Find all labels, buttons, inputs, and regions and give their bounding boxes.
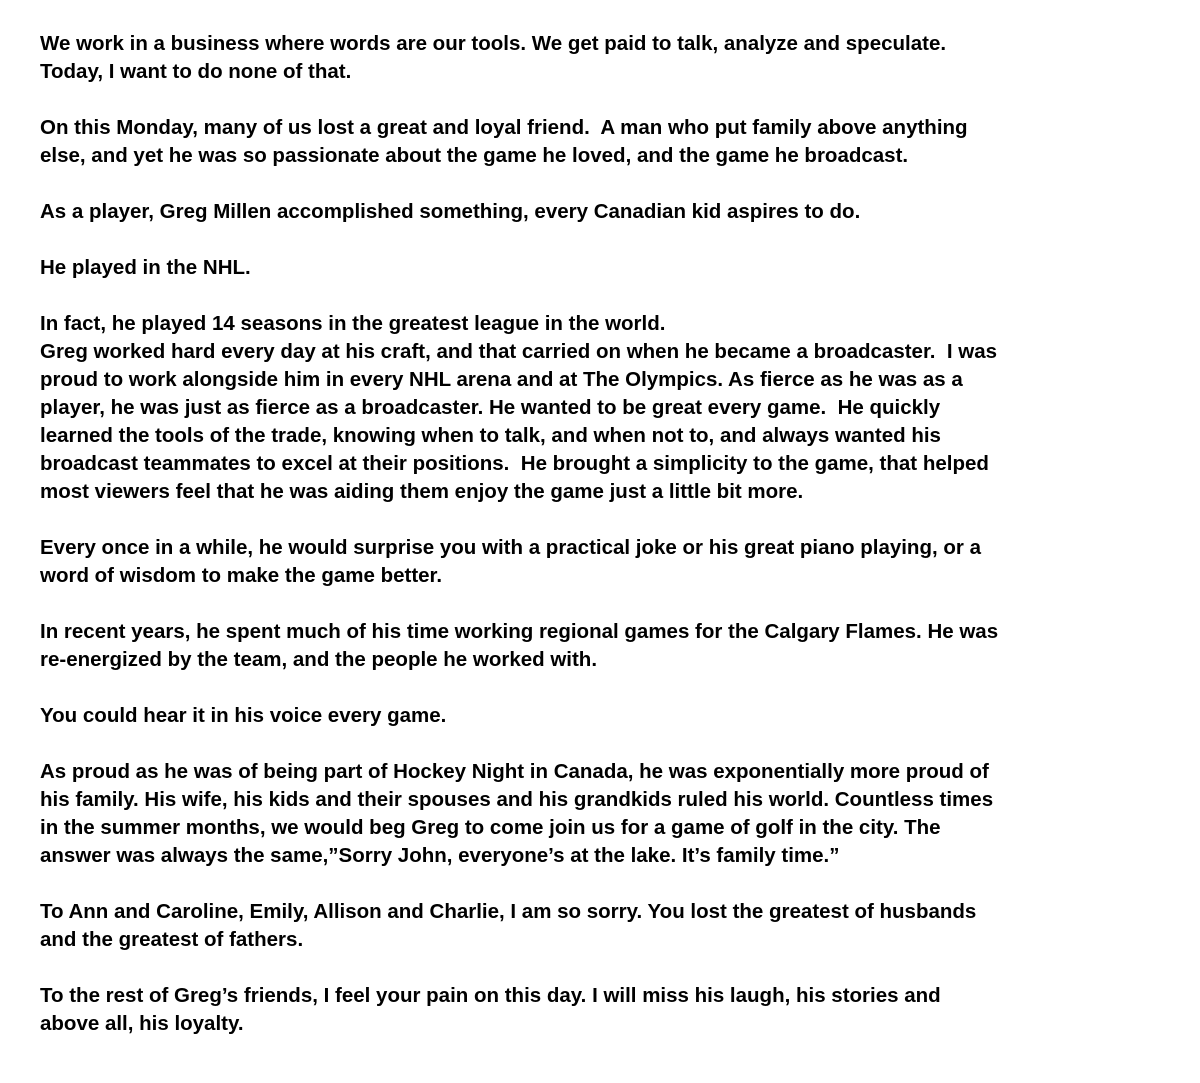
text-line: answer was always the same,”Sorry John, everyone’s at the lake. It’s family time.” bbox=[40, 844, 840, 867]
paragraph-voice bbox=[40, 702, 446, 730]
text-line: else, and yet he was so passionate about the game he loved, and the game he broadcast. bbox=[40, 144, 909, 167]
text-line: As proud as he was of being part of Hockey Night in Canada, he was exponentially more proud of bbox=[40, 760, 989, 783]
text-line: proud to work alongside him in every NHL arena and at The Olympics. As fierce as he was as a bbox=[40, 368, 963, 391]
text-line: We work in a business where words are our tools. We get paid to talk, analyze and speculate. bbox=[40, 32, 947, 55]
text-line: You could hear it in his voice every game. bbox=[40, 704, 447, 727]
text-line: and the greatest of fathers. bbox=[40, 928, 304, 951]
text-line: Every once in a while, he would surprise you with a practical joke or his great piano playing, or a bbox=[40, 536, 981, 559]
text-line: Greg worked hard every day at his craft, and that carried on when he became a broadcaster. I was bbox=[40, 340, 998, 363]
text-line: On this Monday, many of us lost a great and loyal friend. A man who put family above anything bbox=[40, 116, 968, 139]
text-line: Today, I want to do none of that. bbox=[40, 60, 352, 83]
paragraph-family bbox=[40, 758, 993, 870]
paragraph-recent-years bbox=[40, 618, 998, 674]
text-line: In recent years, he spent much of his time working regional games for the Calgary Flames. He was bbox=[40, 620, 999, 643]
text-line: As a player, Greg Millen accomplished something, every Canadian kid aspires to do. bbox=[40, 200, 861, 223]
paragraph-opening bbox=[40, 30, 946, 86]
paragraph-condolences bbox=[40, 898, 976, 954]
text-line: word of wisdom to make the game better. bbox=[40, 564, 443, 587]
text-line: He played in the NHL. bbox=[40, 256, 251, 279]
paragraph-loyal-friend bbox=[40, 114, 968, 170]
text-line: To the rest of Greg’s friends, I feel your pain on this day. I will miss his laugh, his stories and bbox=[40, 984, 941, 1007]
text-line: his family. His wife, his kids and their spouses and his grandkids ruled his world. Countless times bbox=[40, 788, 994, 811]
text-line: learned the tools of the trade, knowing when to talk, and when not to, and always wanted his bbox=[40, 424, 941, 447]
paragraph-closing bbox=[40, 982, 941, 1038]
paragraph-as-a-player bbox=[40, 198, 860, 226]
text-line: in the summer months, we would beg Greg to come join us for a game of golf in the city. The bbox=[40, 816, 941, 839]
paragraph-practical-joke bbox=[40, 534, 981, 590]
text-line: In fact, he played 14 seasons in the greatest league in the world. bbox=[40, 312, 666, 335]
text-line: most viewers feel that he was aiding them enjoy the game just a little bit more. bbox=[40, 480, 804, 503]
text-line: re-energized by the team, and the people he worked with. bbox=[40, 648, 598, 671]
text-line: player, he was just as fierce as a broadcaster. He wanted to be great every game. He quickly bbox=[40, 396, 941, 419]
text-line: To Ann and Caroline, Emily, Allison and Charlie, I am so sorry. You lost the greatest of husbands bbox=[40, 900, 977, 923]
paragraph-fourteen-seasons bbox=[40, 310, 997, 506]
text-line: above all, his loyalty. bbox=[40, 1012, 244, 1035]
paragraph-played-nhl bbox=[40, 254, 251, 282]
text-line: broadcast teammates to excel at their positions. He brought a simplicity to the game, that helped bbox=[40, 452, 989, 475]
